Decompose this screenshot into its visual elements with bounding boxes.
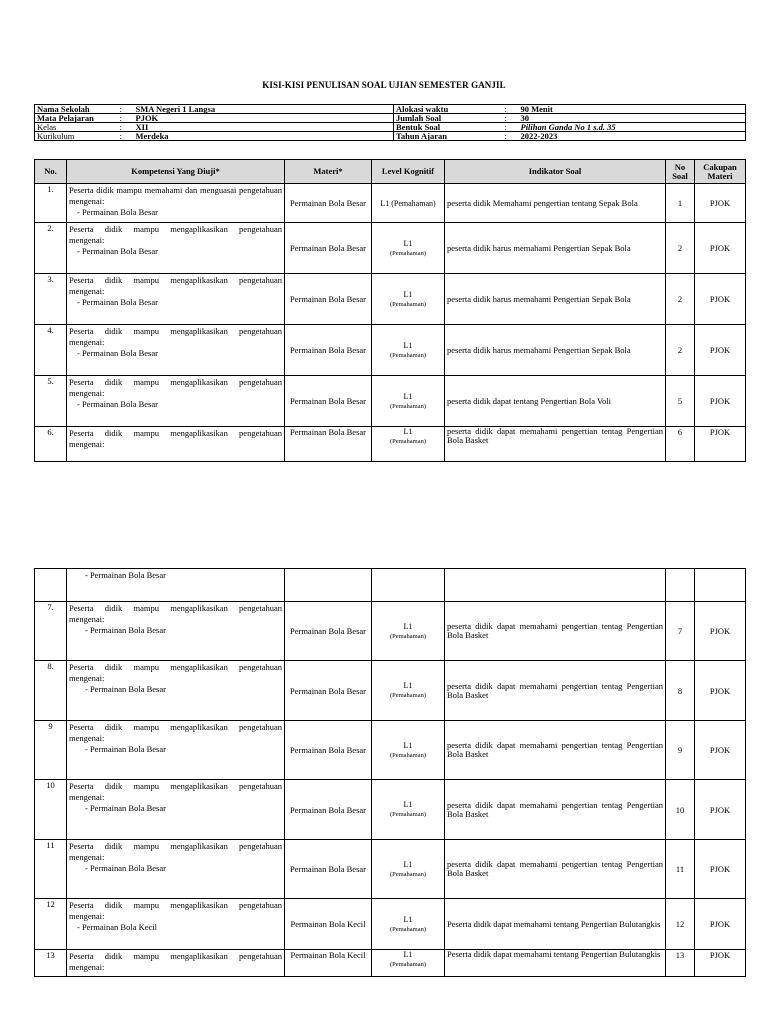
row-cakupan: PJOK — [695, 223, 746, 274]
kompetensi-bullet: - Permainan Bola Besar — [85, 863, 166, 873]
header-cakupan: Cakupan Materi — [695, 160, 746, 184]
row-no: 7. — [35, 602, 67, 661]
kompetensi-text: Peserta didik mampu mengaplikasikan pengetahuan mengenai: — [69, 224, 282, 245]
row-no-soal: 2 — [666, 325, 695, 376]
level-desc: (Pemahaman) — [389, 351, 427, 359]
row-materi: Permainan Bola Besar — [285, 427, 372, 462]
table-row-continued — [35, 569, 746, 602]
table-row — [35, 223, 746, 274]
row-level — [372, 721, 445, 780]
header-row — [35, 160, 746, 184]
kompetensi-bullet: - Permainan Bola Besar — [85, 803, 166, 813]
header-materi: Materi* — [285, 160, 372, 184]
table-row — [35, 376, 746, 427]
level-desc: (Pemahaman) — [389, 692, 427, 699]
row-level — [372, 376, 445, 427]
row-cakupan: PJOK — [695, 661, 746, 721]
row-no: 5. — [35, 376, 67, 427]
kompetensi-text: Peserta didik mampu mengaplikasikan pengetahuan mengenai: — [69, 377, 282, 398]
kompetensi-bullet: - Permainan Bola Besar — [77, 207, 158, 217]
row-kompetensi — [67, 661, 285, 721]
kompetensi-text: Peserta didik mampu mengaplikasikan pengetahuan mengenai: — [69, 781, 282, 802]
row-kompetensi — [67, 184, 285, 223]
row-materi: Permainan Bola Besar — [285, 376, 372, 427]
header-level: Level Kognitif — [372, 160, 445, 184]
row-level — [372, 661, 445, 721]
row-level — [372, 274, 445, 325]
row-materi: Permainan Bola Besar — [285, 721, 372, 780]
header-no-soal: No Soal — [666, 160, 695, 184]
table-row — [35, 899, 746, 950]
row-indikator: peserta didik dapat memahami pengertian tentag Pengertian Bola Basket — [445, 427, 666, 462]
level-code: L1 — [403, 740, 413, 750]
row-kompetensi — [67, 899, 285, 950]
kompetensi-bullet: - Permainan Bola Besar — [85, 684, 166, 694]
info-value: 90 Menit — [519, 105, 746, 114]
info-table — [34, 104, 746, 141]
row-cakupan: PJOK — [695, 325, 746, 376]
kompetensi-bullet: - Permainan Bola Kecil — [77, 922, 158, 932]
row-no: 3. — [35, 274, 67, 325]
info-colon: : — [505, 105, 519, 114]
row-no: 11 — [35, 840, 67, 899]
row-materi: Permainan Bola Besar — [285, 223, 372, 274]
info-colon: : — [505, 114, 519, 123]
row-cakupan — [695, 569, 746, 602]
row-level — [372, 899, 445, 950]
row-level — [372, 950, 445, 977]
row-no-soal: 8 — [666, 661, 695, 721]
info-value: Merdeka — [134, 132, 394, 141]
level-code: L1 — [403, 238, 413, 248]
row-indikator: peserta didik harus memahami Pengertian Sepak Bola — [445, 223, 666, 274]
info-colon: : — [505, 123, 519, 132]
row-kompetensi — [67, 780, 285, 840]
row-cakupan: PJOK — [695, 950, 746, 977]
row-materi — [285, 569, 372, 602]
row-cakupan: PJOK — [695, 840, 746, 899]
info-label: Nama Sekolah — [35, 105, 120, 114]
kompetensi-text: Peserta didik mampu mengaplikasikan pengetahuan mengenai: — [69, 603, 282, 624]
info-label: Mata Pelajaran — [35, 114, 120, 123]
row-cakupan: PJOK — [695, 376, 746, 427]
row-no: 2. — [35, 223, 67, 274]
row-materi: Permainan Bola Besar — [285, 325, 372, 376]
row-no-soal: 13 — [666, 950, 695, 977]
row-kompetensi — [67, 950, 285, 977]
table-row — [35, 721, 746, 780]
row-indikator: peserta didik dapat memahami pengertian tentag Pengertian Bola Basket — [445, 780, 666, 840]
row-level — [372, 184, 445, 223]
info-colon: : — [120, 105, 134, 114]
row-no — [35, 569, 67, 602]
row-indikator: peserta didik Memahami pengertian tentang Sepak Bola — [445, 184, 666, 223]
kompetensi-text: Peserta didik mampu memahami dan menguasai pengetahuan mengenai: — [69, 185, 282, 206]
row-no: 10 — [35, 780, 67, 840]
info-value: 30 — [519, 114, 746, 123]
info-label: Alokasi waktu — [394, 105, 505, 114]
table-row — [35, 274, 746, 325]
row-level — [372, 602, 445, 661]
row-indikator: Peserta didik dapat memahami tentang Pengertian Bulutangkis — [445, 899, 666, 950]
info-value: 2022-2023 — [519, 132, 746, 141]
row-kompetensi — [67, 274, 285, 325]
row-indikator: peserta didik harus memahami Pengertian Sepak Bola — [445, 274, 666, 325]
row-no-soal: 2 — [666, 223, 695, 274]
row-kompetensi — [67, 427, 285, 462]
row-no-soal: 12 — [666, 899, 695, 950]
level-desc: (Pemahaman) — [389, 300, 427, 308]
row-materi: Permainan Bola Besar — [285, 184, 372, 223]
row-no-soal: 1 — [666, 184, 695, 223]
row-level — [372, 223, 445, 274]
kompetensi-bullet: - Permainan Bola Besar — [77, 297, 158, 307]
level-code: L1 — [403, 950, 413, 959]
row-kompetensi — [67, 602, 285, 661]
row-kompetensi — [67, 376, 285, 427]
row-indikator: Peserta didik dapat memahami tentang Pengertian Bulutangkis — [445, 950, 666, 977]
row-no: 1. — [35, 184, 67, 223]
info-colon: : — [120, 114, 134, 123]
row-kompetensi — [67, 840, 285, 899]
row-cakupan: PJOK — [695, 274, 746, 325]
row-level — [372, 427, 445, 462]
row-level — [372, 325, 445, 376]
info-value: XII — [134, 123, 394, 132]
table-row — [35, 950, 746, 977]
row-indikator: peserta didik dapat tentang Pengertian Bola Voli — [445, 376, 666, 427]
header-indikator: Indikator Soal — [445, 160, 666, 184]
level-desc: (Pemahaman) — [389, 925, 427, 933]
info-value: PJOK — [134, 114, 394, 123]
row-kompetensi — [67, 325, 285, 376]
row-no-soal: 6 — [666, 427, 695, 462]
row-no: 9 — [35, 721, 67, 780]
row-cakupan: PJOK — [695, 602, 746, 661]
row-indikator: peserta didik dapat memahami pengertian tentag Pengertian Bola Basket — [445, 602, 666, 661]
level-code: L1 — [403, 289, 413, 299]
kompetensi-text: Peserta didik mampu mengaplikasikan pengetahuan mengenai: — [69, 662, 282, 683]
row-cakupan: PJOK — [695, 184, 746, 223]
table-row — [35, 780, 746, 840]
info-label: Kurikulum — [35, 132, 120, 141]
row-level — [372, 780, 445, 840]
info-colon: : — [120, 132, 134, 141]
row-cakupan: PJOK — [695, 427, 746, 462]
level-desc: (Pemahaman) — [389, 402, 427, 410]
row-no: 13 — [35, 950, 67, 977]
level-desc: (Pemahaman) — [389, 751, 427, 759]
level-desc: (Pemahaman) — [389, 870, 427, 878]
info-colon: : — [120, 123, 134, 132]
kompetensi-bullet: - Permainan Bola Besar — [77, 399, 158, 409]
level-desc: (Pemahaman) — [389, 632, 427, 640]
level-code: L1 — [403, 681, 413, 690]
kisi-table-page-2 — [34, 568, 746, 977]
row-no-soal: 9 — [666, 721, 695, 780]
info-label: Bentuk Soal — [394, 123, 505, 132]
kompetensi-bullet: - Permainan Bola Besar — [85, 570, 166, 580]
row-no-soal: 7 — [666, 602, 695, 661]
row-kompetensi — [67, 569, 285, 602]
kompetensi-text: Peserta didik mampu mengaplikasikan pengetahuan mengenai: — [69, 428, 282, 449]
level-code: L1 — [403, 621, 413, 631]
info-label: Kelas — [35, 123, 120, 132]
page-title: KISI-KISI PENULISAN SOAL UJIAN SEMESTER GANJIL — [262, 80, 506, 90]
row-materi: Permainan Bola Besar — [285, 780, 372, 840]
info-label: Tahun Ajaran — [394, 132, 505, 141]
kompetensi-bullet: - Permainan Bola Besar — [85, 625, 166, 635]
kisi-table-page-1 — [34, 159, 746, 462]
kompetensi-text: Peserta didik mampu mengaplikasikan pengetahuan mengenai: — [69, 722, 282, 743]
row-no: 4. — [35, 325, 67, 376]
level-code: L1 — [403, 427, 413, 436]
row-no-soal: 10 — [666, 780, 695, 840]
kompetensi-bullet: - Permainan Bola Besar — [85, 744, 166, 754]
row-no: 8. — [35, 661, 67, 721]
row-indikator: peserta didik harus memahami Pengertian Sepak Bola — [445, 325, 666, 376]
level-code: L1 — [403, 800, 413, 809]
row-no-soal — [666, 569, 695, 602]
level-desc: (Pemahaman) — [389, 249, 427, 257]
table-row — [35, 427, 746, 462]
kompetensi-text: Peserta didik mampu mengaplikasikan pengetahuan mengenai: — [69, 951, 282, 972]
table-row — [35, 840, 746, 899]
kompetensi-bullet: - Permainan Bola Besar — [77, 246, 158, 256]
row-materi: Permainan Bola Kecil — [285, 950, 372, 977]
level-code: L1 — [403, 859, 413, 869]
row-no: 6. — [35, 427, 67, 462]
info-label: Jumlah Soal — [394, 114, 505, 123]
header-no: No. — [35, 160, 67, 184]
row-materi: Permainan Bola Besar — [285, 840, 372, 899]
level-desc: (Pemahaman) — [389, 811, 427, 818]
row-materi: Permainan Bola Besar — [285, 274, 372, 325]
row-indikator: peserta didik dapat memahami pengertian tentag Pengertian Bola Basket — [445, 840, 666, 899]
table-row — [35, 602, 746, 661]
row-cakupan: PJOK — [695, 780, 746, 840]
level-code: L1 — [403, 340, 413, 350]
row-materi: Permainan Bola Besar — [285, 602, 372, 661]
row-indikator — [445, 569, 666, 602]
kompetensi-bullet: - Permainan Bola Besar — [77, 348, 158, 358]
info-row — [35, 132, 746, 141]
level-code: L1 — [403, 914, 413, 924]
table-row — [35, 661, 746, 721]
info-value: SMA Negeri 1 Langsa — [134, 105, 394, 114]
row-materi: Permainan Bola Kecil — [285, 899, 372, 950]
row-kompetensi — [67, 721, 285, 780]
kompetensi-text: Peserta didik mampu mengaplikasikan pengetahuan mengenai: — [69, 275, 282, 296]
row-no-soal: 11 — [666, 840, 695, 899]
level-desc: (Pemahaman) — [389, 961, 427, 968]
level-desc: (Pemahaman) — [389, 438, 427, 445]
row-cakupan: PJOK — [695, 899, 746, 950]
kompetensi-text: Peserta didik mampu mengaplikasikan pengetahuan mengenai: — [69, 326, 282, 347]
table-row — [35, 325, 746, 376]
info-colon: : — [505, 132, 519, 141]
row-materi: Permainan Bola Besar — [285, 661, 372, 721]
row-no: 12 — [35, 899, 67, 950]
row-level — [372, 840, 445, 899]
row-indikator: peserta didik dapat memahami pengertian tentag Pengertian Bola Basket — [445, 661, 666, 721]
row-no-soal: 2 — [666, 274, 695, 325]
kompetensi-text: Peserta didik mampu mengaplikasikan pengetahuan mengenai: — [69, 900, 282, 921]
level-code: L1 — [403, 391, 413, 401]
row-level — [372, 569, 445, 602]
header-kompetensi: Kompetensi Yang Diuji* — [67, 160, 285, 184]
row-cakupan: PJOK — [695, 721, 746, 780]
table-row — [35, 184, 746, 223]
row-indikator: peserta didik dapat memahami pengertian tentag Pengertian Bola Basket — [445, 721, 666, 780]
kompetensi-text: Peserta didik mampu mengaplikasikan pengetahuan mengenai: — [69, 841, 282, 862]
row-kompetensi — [67, 223, 285, 274]
row-no-soal: 5 — [666, 376, 695, 427]
info-value: Pilihan Ganda No 1 s.d. 35 — [519, 123, 746, 132]
level-text: L1 (Pemahaman) — [380, 198, 436, 208]
